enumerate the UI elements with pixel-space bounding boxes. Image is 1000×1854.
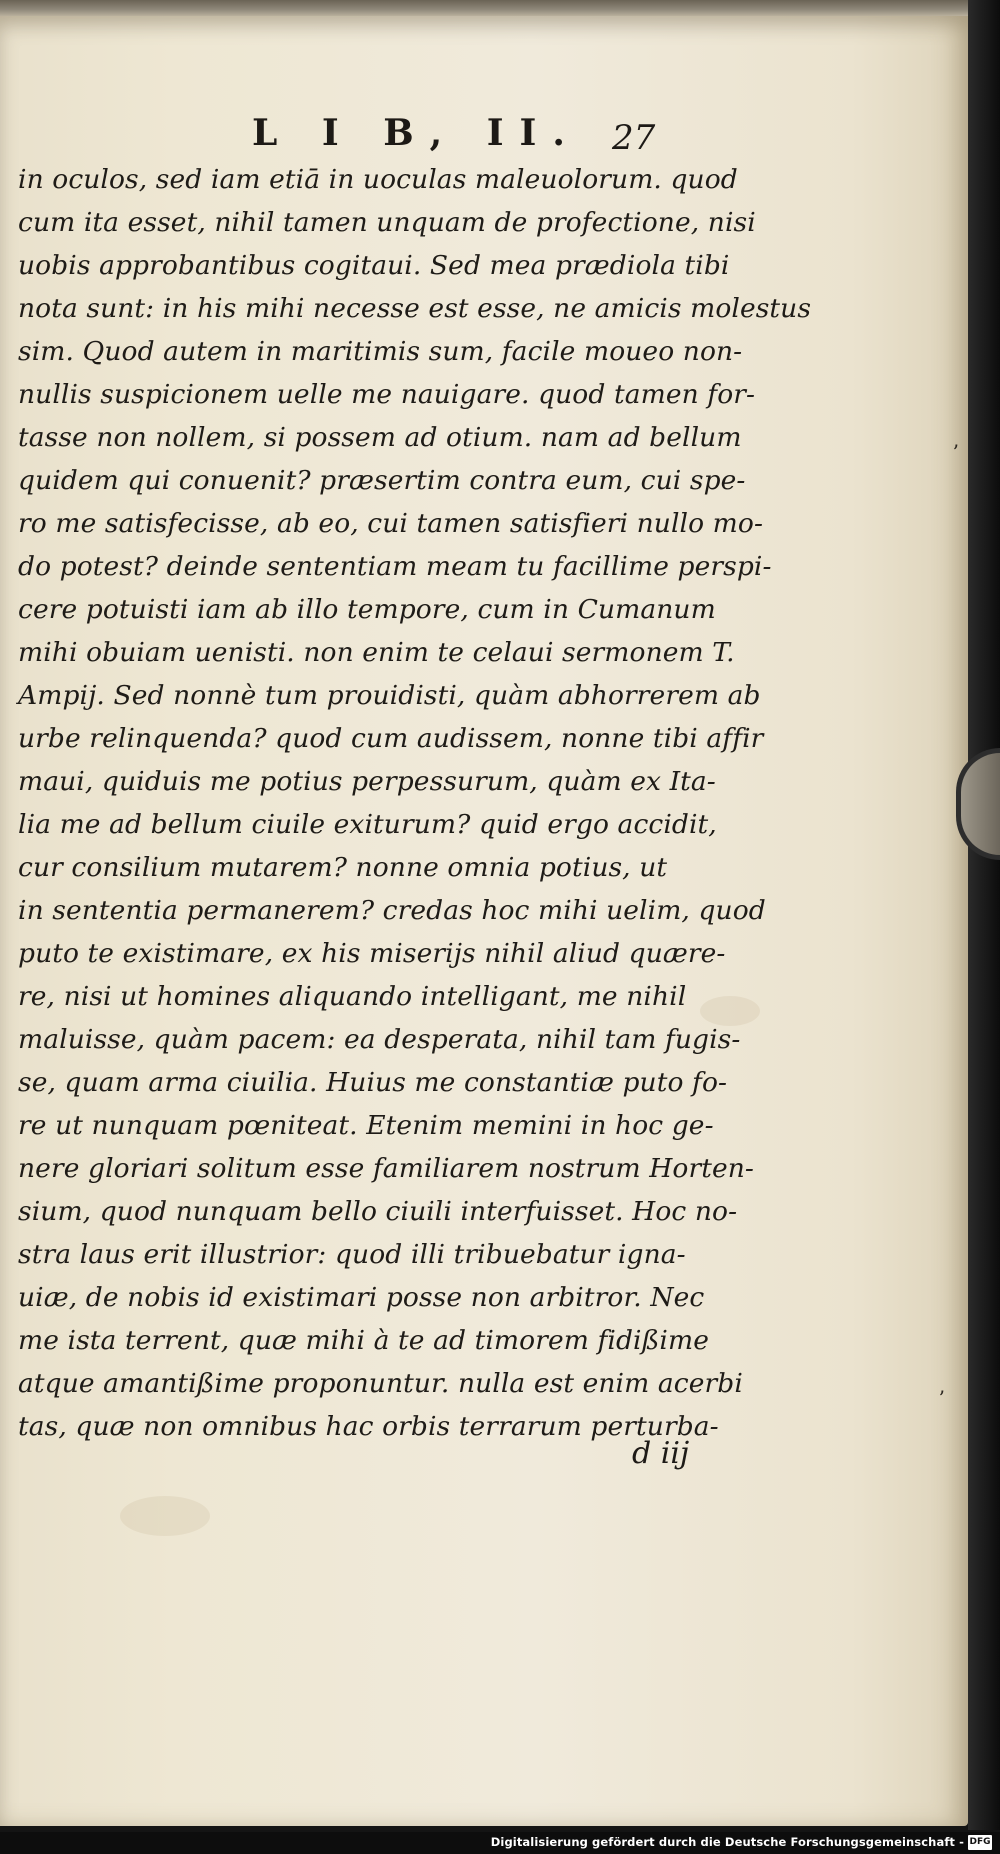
funding-credit: Digitalisierung gefördert durch die Deutsche Forschungsgemeinschaft - [490,1835,964,1849]
text-line: in sententia permanerem? credas hoc mihi uelim, quod [18,895,766,926]
text-line: stra laus erit illustrior: quod illi tribuebatur igna- [18,1239,686,1270]
text-line: in oculos, sed iam etiā in uoculas maleuolorum. quod [18,164,738,195]
text-line: sim. Quod autem in maritimis sum, facile moueo non- [18,336,743,367]
text-line: nullis suspicionem uelle me nauigare. quod tamen for- [18,379,756,410]
text-line: puto te existimare, ex his miserijs nihil aliud quære- [18,938,726,969]
text-line: me ista terrent, quæ mihi à te ad timorem fidißime [18,1325,710,1356]
dfg-logo: DFG [968,1835,992,1850]
page-top-edge [0,0,968,16]
text-line: tas, quæ non omnibus hac orbis terrarum perturba- [18,1411,719,1442]
text-line: uobis approbantibus cogitaui. Sed mea prædiola tibi [18,250,730,281]
text-line: uiæ, de nobis id existimari posse non arbitror. Nec [18,1282,705,1313]
text-line: sium, quod nunquam bello ciuili interfuisset. Hoc no- [18,1196,738,1227]
text-line: nota sunt: in his mihi necesse est esse, ne amicis molestus [18,293,812,324]
text-line: urbe relinquenda? quod cum audissem, nonne tibi affir [18,723,764,754]
page-header [0,112,968,156]
running-head: L I B, II. [252,112,581,154]
paper-stain [120,1496,210,1536]
footer-bar [0,1832,1000,1854]
book-page [0,16,968,1826]
text-line: cum ita esset, nihil tamen unquam de profectione, nisi [18,207,756,238]
text-line: nere gloriari solitum esse familiarem nostrum Horten- [18,1153,754,1184]
text-line: se, quam arma ciuilia. Huius me constantiæ puto fo- [18,1067,728,1098]
text-line: atque amantißime proponuntur. nulla est enim acerbi [18,1368,743,1399]
text-line: tasse non nollem, si possem ad otium. nam ad bellum [18,422,742,453]
text-line: cur consilium mutarem? nonne omnia potius, ut [18,852,668,883]
text-line: cere potuisti iam ab illo tempore, cum in Cumanum [18,594,716,625]
page-number: 27 [612,118,656,158]
text-line: re ut nunquam pœniteat. Etenim memini in hoc ge- [18,1110,714,1141]
signature-mark: d iij [632,1436,690,1471]
margin-mark: ʼ [952,440,959,464]
text-line: lia me ad bellum ciuile exiturum? quid ergo accidit, [18,809,717,840]
text-line: mihi obuiam uenisti. non enim te celaui sermonem T. [18,637,735,668]
body-text [18,158,812,1448]
text-line: Ampij. Sed nonnè tum prouidisti, quàm abhorrerem ab [18,680,761,711]
binding-shadow [968,0,1000,1830]
text-line: re, nisi ut homines aliquando intelligant, me nihil [18,981,687,1012]
text-line: quidem qui conuenit? præsertim contra eum, cui spe- [18,465,746,496]
margin-mark: ʼ [938,1386,945,1410]
text-line: ro me satisfecisse, ab eo, cui tamen satisfieri nullo mo- [18,508,764,539]
text-line: do potest? deinde sententiam meam tu facillime perspi- [18,551,772,582]
text-line: maluisse, quàm pacem: ea desperata, nihil tam fugis- [18,1024,741,1055]
text-line: maui, quiduis me potius perpessurum, quàm ex Ita- [18,766,716,797]
